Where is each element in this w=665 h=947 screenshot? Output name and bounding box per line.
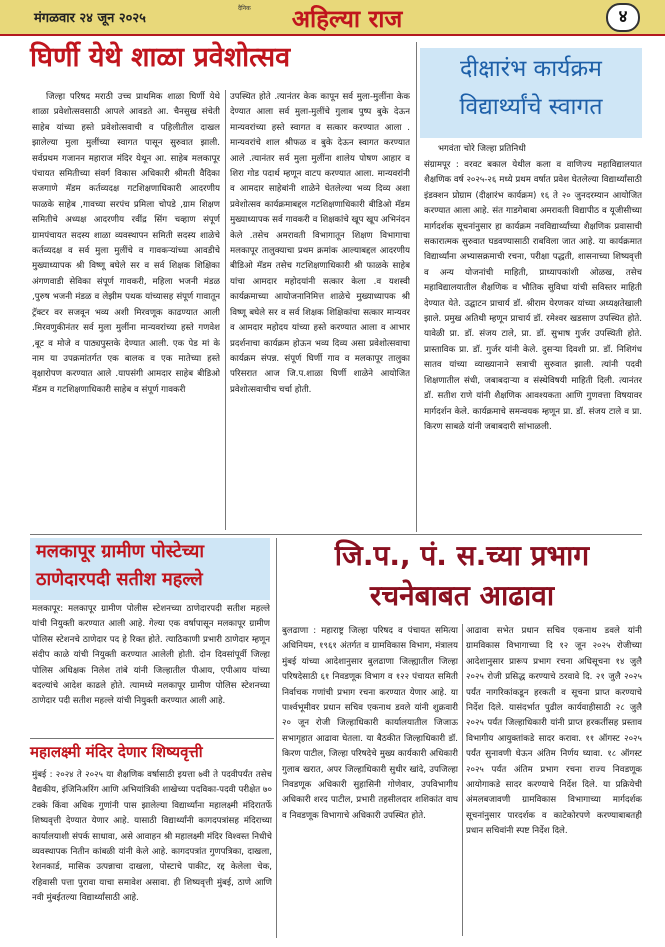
masthead <box>0 0 665 36</box>
column-divider <box>462 624 463 936</box>
column-divider <box>276 538 277 938</box>
mahalaxmi-headline: महालक्ष्मी मंदिर देणार शिष्यवृत्ती <box>30 743 203 761</box>
malkapur-body: मलकापूर: मलकापूर ग्रामीण पोलीस स्टेशनच्या ठाणेदारपदी सतीश महल्ले यांची नियुक्ती करण्यात आली आहे. गेल्या एक वर्षापासून मलकापूर ग्रामीण पोलिस स्टेशनचे ठाणेदार पद हे रिक्त होते. त्याठिकाणी प्रभारी ठाणेदार म्हणून संदीप काळे यांची नियुक्ती करण्यात आलेली होती. दोन दिवसांपूर्वी जिल्हा पोलिस अधिक्षक निलेश तांबे यांनी जिल्हातील पीआय, एपीआय यांच्या बदल्यांचे आदेश काढले होते. त्यामध्ये मलकापूर ग्रामीण पोलिस स्टेशनच्या ठाणेदार पदी सतीश महल्ले यांची नियुक्ती करण्यात आली आहे. <box>32 604 270 707</box>
zp-col2: आढावा सभेत प्रधान सचिव एकनाथ डवले यांनी ग्रामविकास विभागाच्या दि १२ जून २०२५ रोजीच्या आदेशानुसार प्रारूप प्रभाग रचना अधिसूचना १४ जुलै २०२५ रोजी प्रसिद्ध करण्याचे ठरवावे दि. २१ जुलै २०२५ पर्यंत नागरिकांकडून हरकती व सूचना प्राप्त करण्याचे निर्देश दिले. यासंदर्भात पुढील कार्यवाहीसाठी २८ जुलै २०२५ पर्यंत जिल्हाधिकारी यांनी प्राप्त हरकतींसह प्रस्ताव विभागीय आयुक्तांकडे सादर करावा. ११ ऑगस्ट २०२५ पर्यंत सुनावणी घेऊन अंतिम निर्णय घ्यावा. १८ ऑगस्ट २०२५ पर्यंत अंतिम प्रभाग रचना राज्य निवडणूक आयोगाकडे सादर करण्याचे निर्देश दिले. या प्रक्रियेची अंमलबजावणी ग्रामविकास विभागाच्या मार्गदर्शक सूचनांनुसार पारदर्शक व काटेकोरपणे करण्याबाबतही प्रधान सचिवांनी स्पष्ट निर्देश दिले. <box>466 626 642 837</box>
section-divider <box>30 534 642 535</box>
mahalaxmi-body: मुंबई : २०२४ ते २०२५ या शैक्षणिक वर्षासाठी इयत्ता ७वी ते पदवीपर्यंत तसेच वैद्यकीय, इंजिनिअरिंग आणि अभियांत्रिकी शाखेच्या पदविका-पदवी परीक्षेत ७० टक्के किंवा अधिक गुणांनी पास झालेल्या विद्यार्थ्यांना महालक्ष्मी मंदिरातर्फे शिष्यवृत्ती देण्यात येणार आहे. यासाठी विद्यार्थ्यांनी कागदपत्रांसह मंदिराच्या कार्यालयाशी संपर्क साधावा, असे आवाहन श्री महालक्ष्मी मंदिर विश्वस्त निधीचे व्यवस्थापक नितीन कांबळी यांनी केले आहे. कागदपत्रांत गुणपत्रिका, दाखला, रेशनकार्ड, मासिक उत्पन्नाचा दाखला, पोस्टाचे पाकीट, रद्द केलेला चेक, रहिवासी पत्ता पुरावा याचा समावेश असावा. ही शिष्यवृत्ती मुंबई, ठाणे आणि नवी मुंबईतल्या विद्यार्थ्यांसाठी आहे. <box>32 770 272 904</box>
dikshar-headline-box <box>420 48 642 138</box>
paper-name: अहिल्या राज <box>291 4 403 33</box>
paper-tagline: दैनिक <box>238 5 251 12</box>
page-number: ४ <box>606 3 640 32</box>
zp-headline-line2: रचनेबाबत आढावा <box>369 579 555 612</box>
ghirni-col1: जिल्हा परिषद मराठी उच्च प्राथमिक शाळा घिर्णी येथे शाळा प्रवेशोत्सवसाठी आपले आवडते आ. चैनसुख संचेती साहेब यांच्या हस्ते प्रवेशोत्सवाची व पहिलीतील दाखल झालेल्या मुला मुलींच्या स्वागत पासून सुरुवात झाली. सर्वप्रथम गजानन महाराज मंदिर येथून आ. साहेब मलकापूर पंचायत समितीच्या संवर्ग विकास अधिकारी श्रीमती वैदिका सजगाणे मॅडम कर्तव्यदक्ष गटशिक्षणाधिकारी आदरणीय फाळके साहेब ,गावच्या सरपंच प्रमिला चोपडे ,ग्राम शिक्षण समितीचे अध्यक्ष आदरणीय रवींद्र सिंग चव्हाण संपूर्ण ग्रामपंचायत सदस्य शाळा व्यवस्थापन समिती सदस्य शाळेचे कर्तव्यदक्ष व सर्व मुला मुलींचे व गावकऱ्यांच्या आवडीचे मुख्याध्यापक श्री विष्णू बघेले सर व सर्व शिक्षक शिक्षिका अंगणवाडी सेविका संपूर्ण गावकरी, महिला भजनी मंडळ ,पुरुष भजनी मंडळ व लेझीम पथक यांच्यासह संपूर्ण गावातून ट्रॅक्टर वर सजवून भव्य अशी मिरवणूक काढण्यात आली .मिरवणुकीनंतर सर्व मुला मुलींना मान्यवरांच्या हस्ते गणवेश ,बूट व मोजे व पाठ्यपुस्तके देण्यात आली. एक पेड मां के नाम या उपक्रमांतर्गत एक बालक व एक मातेच्या हस्ते वृक्षारोपण करण्यात आले .यापसंगी आमदार साहेब बीडिओ मॅडम व गटशिक्षणाधिकारी साहेब व संपूर्ण गावकरी <box>32 92 220 395</box>
column-divider <box>416 42 417 532</box>
ghirni-headline: घिर्णी येथे शाळा प्रवेशोत्सव <box>30 42 291 73</box>
paper-title-block <box>262 0 432 34</box>
malkapur-headline-line2: ठाणेदारपदी सतीश महल्ले <box>36 569 203 590</box>
issue-date: मंगळवार २४ जून २०२५ <box>34 11 146 26</box>
malkapur-headline-line1: मलकापूर ग्रामीण पोस्टेच्या <box>36 541 205 562</box>
dikshar-headline-line1: दीक्षारंभ कार्यक्रम <box>460 56 602 82</box>
dikshar-byline: भगवंता चोरे जिल्हा प्रतिनिधी <box>438 144 526 154</box>
zp-headline-line1: जि.प., पं. स.च्या प्रभाग <box>334 539 590 572</box>
malkapur-headline-box <box>30 538 270 600</box>
column-divider <box>225 90 226 530</box>
ghirni-col2: उपस्थित होते .त्यानंतर केक कापून सर्व मुला-मुलींना केक देण्यात आला सर्व मुला-मुलींचे गुलाब पुष्प बुके देऊन मान्यवरांच्या हस्ते स्वागत व सत्कार करण्यात आला . मान्यवरांचे शाल श्रीफळ व बुके देऊन स्वागत करण्यात आले .त्यानंतर सर्व मुला मुलींना शालेय पोषण आहार व शिरा गोड पदार्थ म्हणून वाटप करण्यात आला. मान्यवरांनी व आमदार साहेबांनी शाळेने घेतलेल्या भव्य दिव्य अशा प्रवेशोत्सव कार्यक्रमाबद्दल गटशिक्षणाधिकारी बीडिओ मॅडम मुख्याध्यापक सर्व गावकरी व शिक्षकांचे खूप खूप अभिनंदन केले .तसेच अमरावती विभागातून शिक्षण विभागाचा मलकापूर तालुक्याचा प्रथम क्रमांक आल्याबद्दल आदरणीय बीडिओ मॅडम तसेच गटशिक्षणाधिकारी श्री फाळके साहेब यांचा आमदार महोदयांनी सत्कार केला .व यशस्वी कार्यक्रमाच्या आयोजनानिमित्त शाळेचे मुख्याध्यापक श्री विष्णू बघेले सर व सर्व शिक्षक शिक्षिकांचा सत्कार मान्यवर व आमदार महोदय यांच्या हस्ते करण्यात आला व आभार प्रदर्शनाचा कार्यक्रम होऊन भव्य दिव्य असा प्रवेशोत्सवाचा कार्यक्रम संपन्न. संपूर्ण घिर्णी गाव व मलकापूर तालुका परिसरात आज जि.प.शाळा घिर्णी शाळेने आयोजित प्रवेशोत्सवाचीच चर्चा होती. <box>230 92 410 395</box>
dikshar-headline-line2: विद्यार्थ्यांचे स्वागत <box>459 94 603 120</box>
section-divider <box>30 738 274 739</box>
zp-col1: बुलढाणा : महाराष्ट्र जिल्हा परिषद व पंचायत समित्या अधिनियम, १९६१ अंतर्गत व ग्रामविकास विभाग, मंत्रालय मुंबई यांच्या आदेशानुसार बुलढाणा जिल्ह्यातील जिल्हा परिषदेसाठी ६१ निवडणूक विभाग व १२२ पंचायत समिती निर्वाचक गणांची प्रभाग रचना करण्यात येणार आहे. या पार्श्वभूमीवर प्रधान सचिव एकनाथ डवले यांनी शुक्रवारी २० जून रोजी जिल्हाधिकारी कार्यालयातील जिजाऊ सभागृहात आढावा घेतला. या बैठकीत जिल्हाधिकारी डॉ. किरण पाटील, जिल्हा परिषदेचे मुख्य कार्यकारी अधिकारी गुलाब खरात, अपर जिल्हाधिकारी सुधीर खांदे, उपजिल्हा निवडणूक अधिकारी सुहासिनी गोणेवार, उपविभागीय अधिकारी शरद पाटील, प्रभारी तहसीलदार शशिकांत वाघ व निवडणूक विभागाचे अधिकारी उपस्थित होते. <box>282 626 458 821</box>
dikshar-body: संग्रामपूर : वरवट बकाल येथील कला व वाणिज्य महाविद्यालयात शैक्षणिक वर्ष २०२५-२६ मध्ये प्रथम वर्षात प्रवेश घेतलेल्या विद्यार्थ्यांसाठी इंडक्शन प्रोग्राम (दीक्षारंभ कार्यक्रम) १६ ते २० जुनदरम्यान आयोजित करण्यात आला आहे. संत गाडगेबाबा अमरावती विद्यापीठ व यूजीसीच्या मार्गदर्शक सूचनांनुसार हा कार्यक्रम नवविद्यार्थ्यांच्या शैक्षणिक प्रवासाची सकारात्मक सुरुवात घडवण्यासाठी राबविला जात आहे. या कार्यक्रमात विद्यार्थ्यांना अभ्यासक्रमाची रचना, परीक्षा पद्धती, शासनाच्या शिष्यवृत्ती व अन्य योजनांची माहिती, प्राध्यापकांशी ओळख, तसेच महाविद्यालयातील शैक्षणिक व भौतिक सुविधा यांची सविस्तर माहिती देण्यात येते. उद्घाटन प्राचार्य डॉ. श्रीराम येरणकर यांच्या अध्यक्षतेखाली झाले. प्रमुख अतिथी म्हणून प्राचार्य डॉ. रमेश्वर खडसाण उपस्थित होते. यावेळी प्रा. डॉ. संजय टाले, प्रा. डॉ. सुभाष गुर्जर उपस्थिती होते. प्रास्ताविक प्रा. डॉ. गुर्जर यांनी केले. दुसऱ्या दिवशी प्रा. डॉ. निशिगंध सातव यांच्या व्याख्यानाने सत्राची सुरुवात झाली. त्यांनी पदवी शिक्षणातील संधी, जबाबदाऱ्या व संस्थेविषयी माहिती दिली. त्यानंतर डॉ. सतीश राणे यांनी शैक्षणिक आवश्यकता आणि गुणवत्ता विषयावर मार्गदर्शन केले. कार्यक्रमाचे समन्वयक म्हणून प्रा. डॉ. संजय टाले व प्रा. किरण साबळे यांनी जबाबदारी सांभाळली. <box>424 160 642 432</box>
